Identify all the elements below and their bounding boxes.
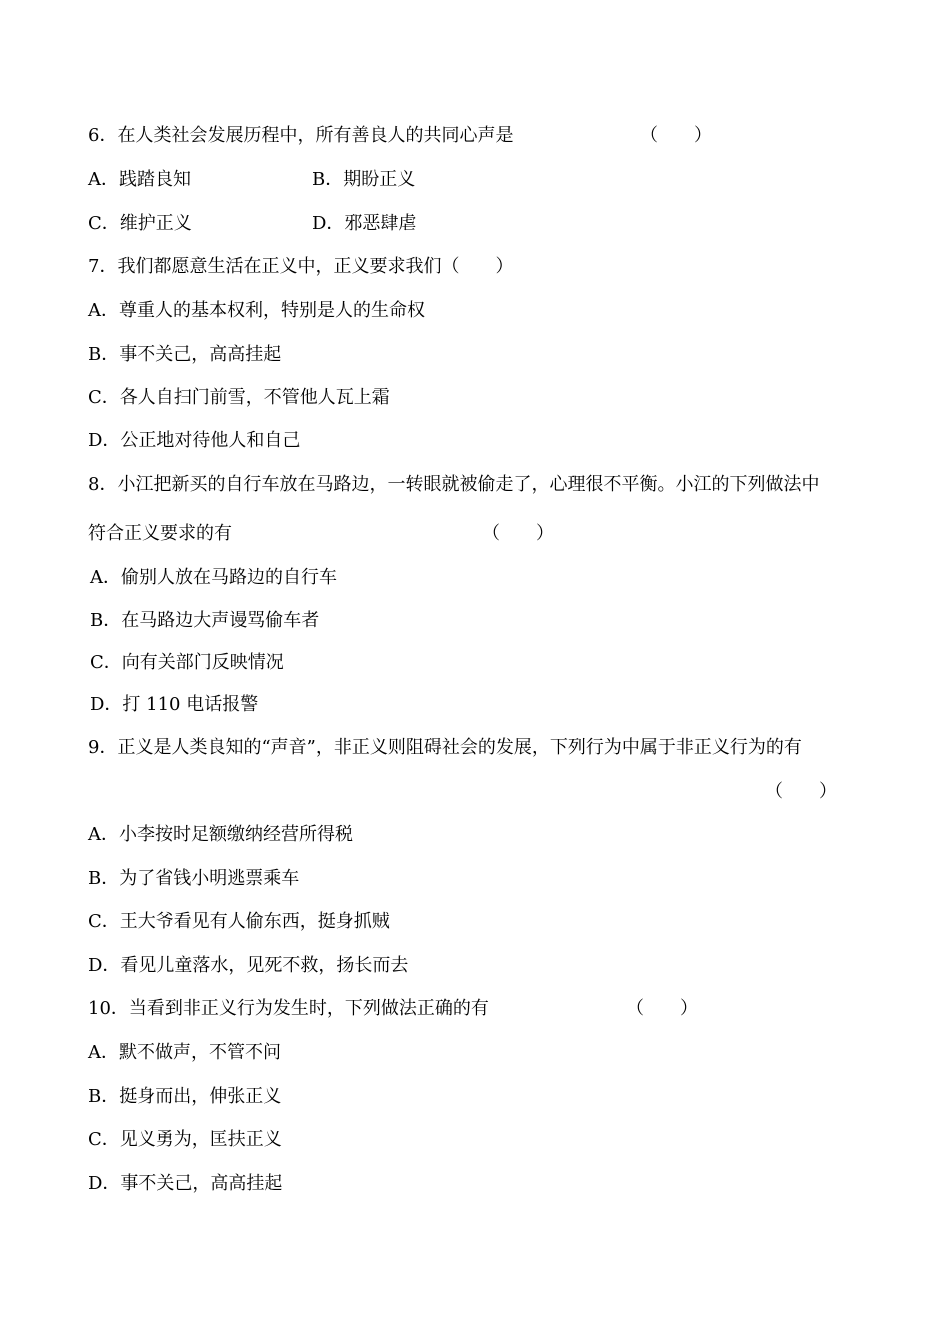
q6-answer-bracket: （ ） <box>640 125 712 146</box>
q7-stem: 7．我们都愿意生活在正义中，正义要求我们（ ） <box>88 256 514 277</box>
q7-option-a: A．尊重人的基本权利，特别是人的生命权 <box>88 300 425 321</box>
q8-option-a: A．偷别人放在马路边的自行车 <box>90 567 337 588</box>
q9-option-d: D．看见儿童落水，见死不救，扬长而去 <box>88 955 409 976</box>
q9-option-c: C．王大爷看见有人偷东西，挺身抓贼 <box>88 911 390 932</box>
q10-stem: 10．当看到非正义行为发生时，下列做法正确的有 <box>88 998 489 1019</box>
q9-option-b: B．为了省钱小明逃票乘车 <box>88 868 300 889</box>
q7-option-c: C．各人自扫门前雪，不管他人瓦上霜 <box>88 387 390 408</box>
q8-option-b: B．在马路边大声谩骂偷车者 <box>90 610 320 631</box>
q6-option-b: B．期盼正义 <box>312 169 416 190</box>
q6-stem: 6．在人类社会发展历程中，所有善良人的共同心声是 <box>88 125 514 146</box>
q9-answer-bracket: （ ） <box>765 781 837 802</box>
q7-option-b: B．事不关己，高高挂起 <box>88 344 282 365</box>
q10-option-b: B．挺身而出，伸张正义 <box>88 1086 282 1107</box>
q10-answer-bracket: （ ） <box>626 998 698 1019</box>
q8-stem-line2: 符合正义要求的有 <box>88 523 232 544</box>
q8-option-d: D．打 110 电话报警 <box>90 694 259 715</box>
q10-option-a: A．默不做声，不管不问 <box>88 1042 281 1063</box>
q7-option-d: D．公正地对待他人和自己 <box>88 430 301 451</box>
q6-option-c: C．维护正义 <box>88 213 192 234</box>
q8-option-c: C．向有关部门反映情况 <box>90 652 284 673</box>
q10-option-c: C．见义勇为，匡扶正义 <box>88 1129 282 1150</box>
q9-stem: 9．正义是人类良知的“声音”，非正义则阻碍社会的发展，下列行为中属于非正义行为的有 <box>88 737 802 758</box>
q8-answer-bracket: （ ） <box>482 523 554 544</box>
q10-option-d: D．事不关己，高高挂起 <box>88 1173 283 1194</box>
q9-option-a: A．小李按时足额缴纳经营所得税 <box>88 824 353 845</box>
q8-stem-line1: 8．小江把新买的自行车放在马路边，一转眼就被偷走了，心理很不平衡。小江的下列做法中 <box>88 474 820 495</box>
q6-option-a: A．践踏良知 <box>88 169 191 190</box>
q6-option-d: D．邪恶肆虐 <box>312 213 417 234</box>
